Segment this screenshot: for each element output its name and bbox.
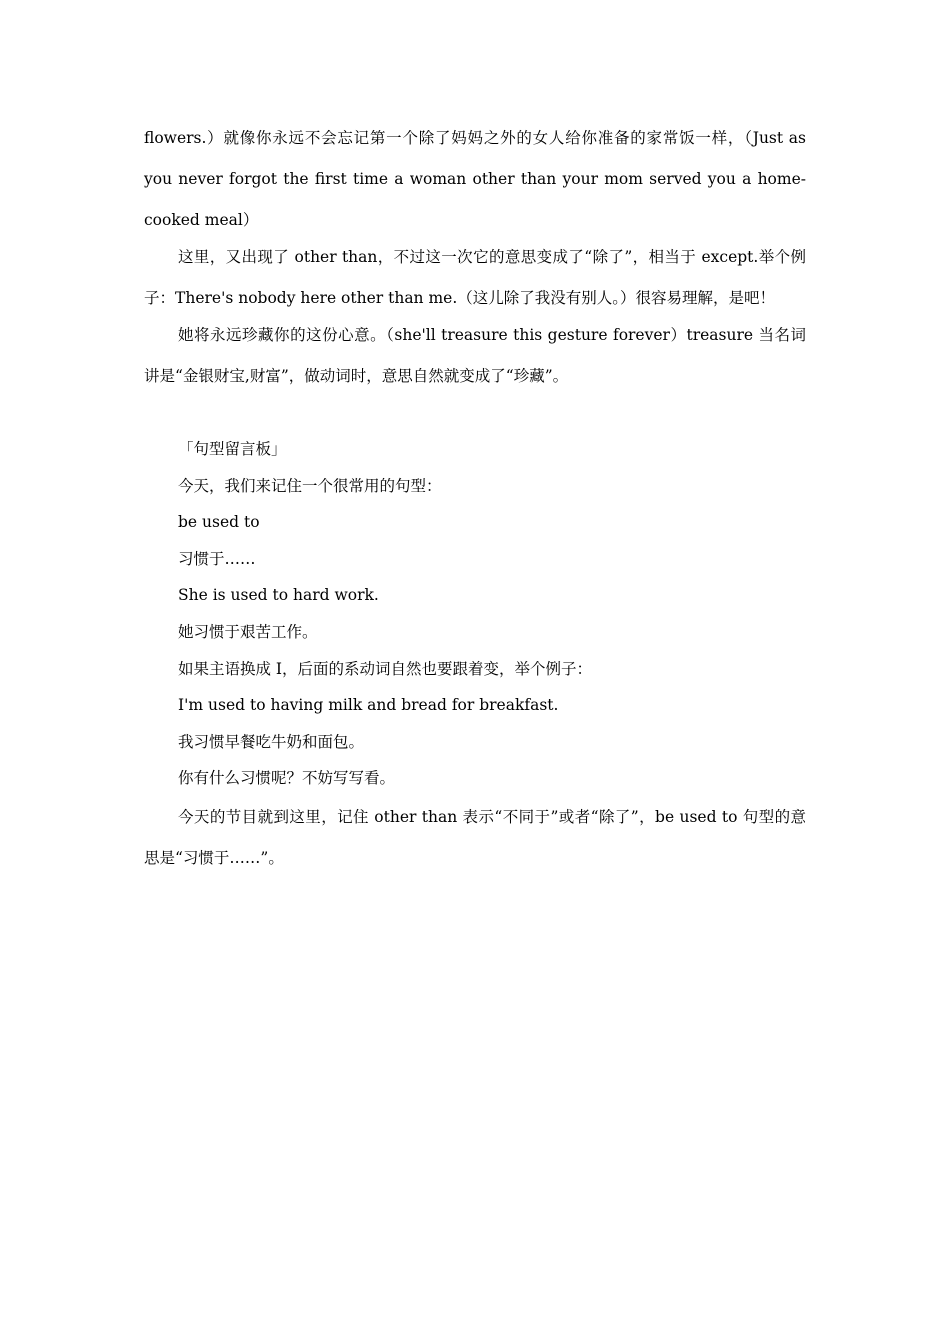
section-heading: 「句型留言板」 <box>178 440 287 458</box>
section-line: 你有什么习惯呢？不妨写写看。 <box>178 769 396 788</box>
closing-paragraph: 今天的节目就到这里，记住 other than 表示“不同于”或者“除了”，be used to 句型的意思是“习惯于……”。 <box>144 807 806 867</box>
paragraph-treasure: 她将永远珍藏你的这份心意。（she'll treasure this gesture forever）treasure 当名词讲是“金银财宝,财富”，做动词时，意思自然就变成了“珍藏”。 <box>144 326 806 385</box>
paragraph-other-than-except: 这里，又出现了 other than，不过这一次它的意思变成了“除了”，相当于 except.举个例子：There's nobody here other than me.（这儿除了我没有别人。）很容易理解，是吧！ <box>144 248 806 307</box>
section-line: She is used to hard work. <box>178 586 379 605</box>
section-line: 今天，我们来记住一个很常用的句型： <box>178 476 442 495</box>
section-line: 她习惯于艰苦工作。 <box>178 622 318 641</box>
section-line: 我习惯早餐吃牛奶和面包。 <box>178 732 365 751</box>
section-spacer <box>144 397 806 431</box>
section-line: be used to <box>178 513 260 532</box>
paragraph-other-than-first: flowers.）就像你永远不会忘记第一个除了妈妈之外的女人给你准备的家常饭一样，（Just as you never forgot the first time a woman other than your mom served you a home-cooked meal） <box>144 129 806 229</box>
section-line: 习惯于…… <box>178 549 256 568</box>
section-line: 如果主语换成 I，后面的系动词自然也要跟着变，举个例子： <box>178 659 593 678</box>
document-body <box>144 118 806 879</box>
section-line: I'm used to having milk and bread for breakfast. <box>178 696 559 715</box>
